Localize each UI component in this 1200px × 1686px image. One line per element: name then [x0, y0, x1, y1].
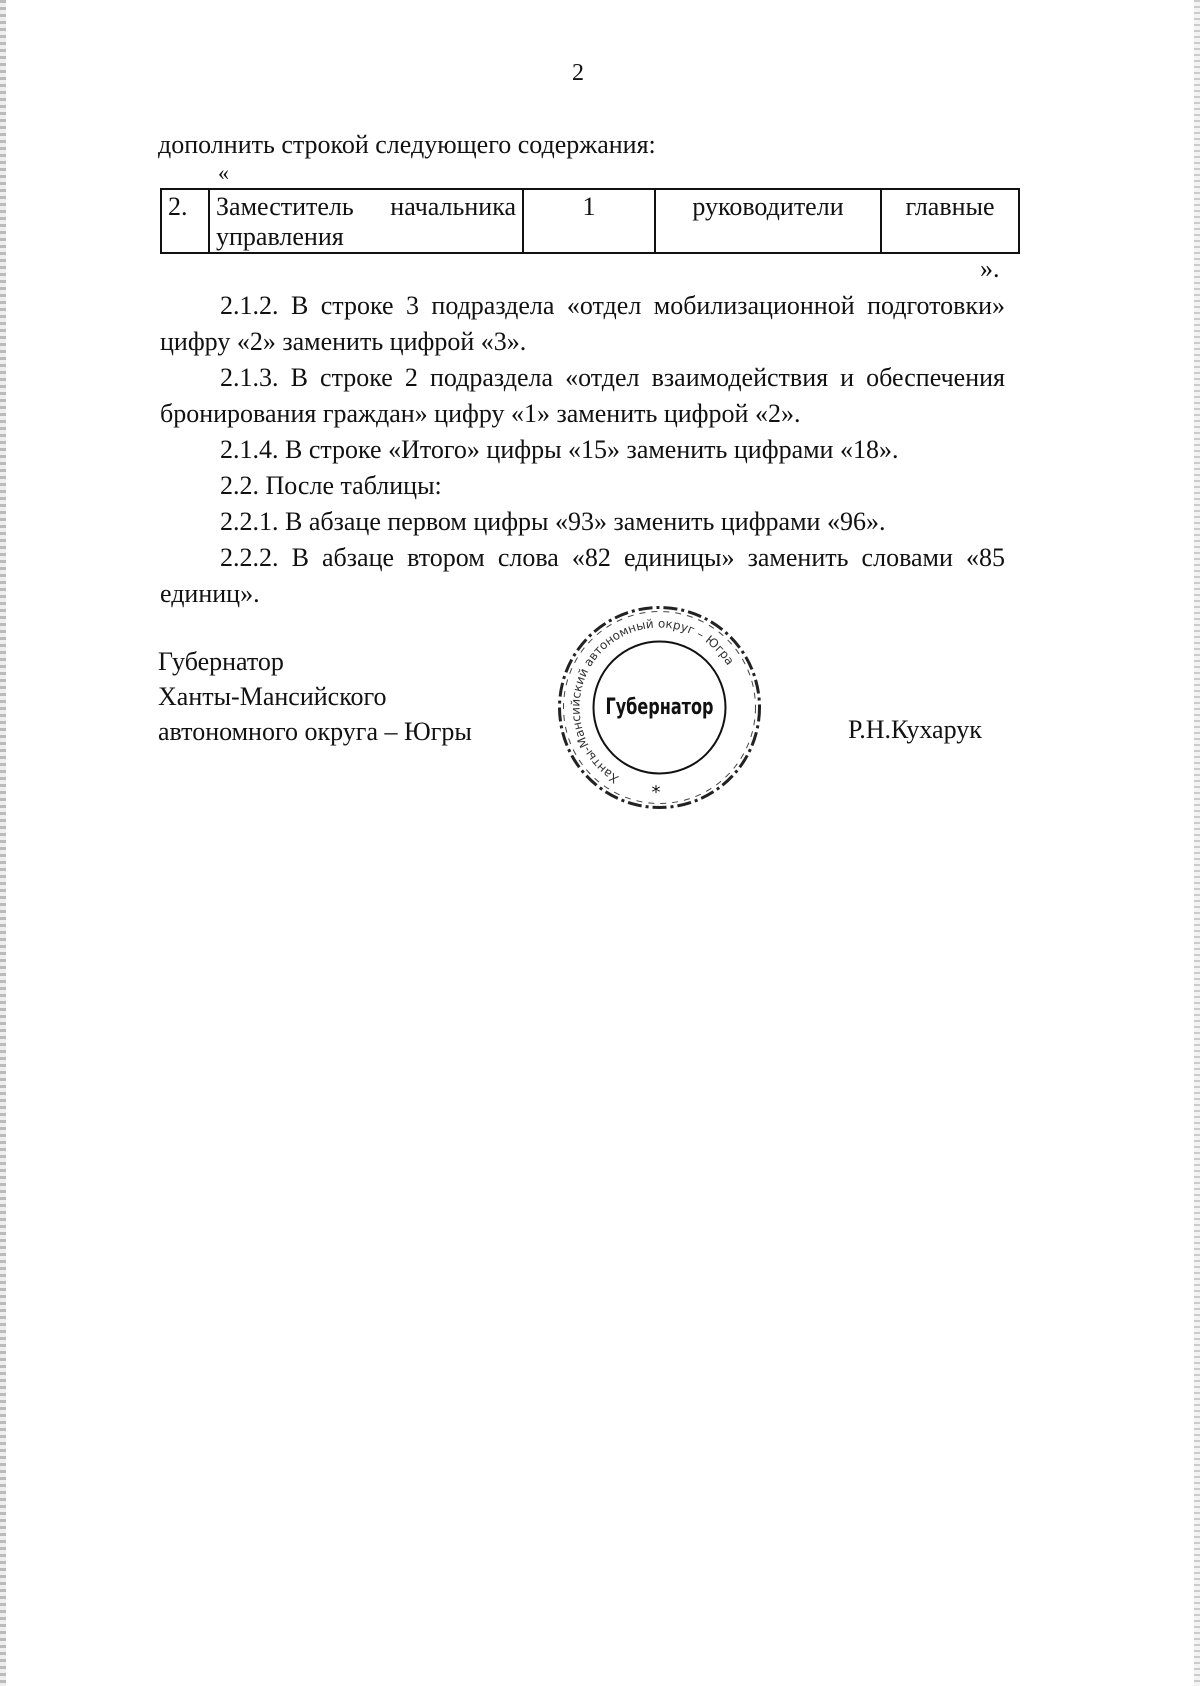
- stamp-star: *: [651, 782, 661, 803]
- scan-edge-right: [1194, 0, 1200, 1686]
- cell-group: главные: [881, 189, 1019, 253]
- cell-category: руководители: [655, 189, 881, 253]
- inserted-row-table: [160, 188, 1020, 254]
- stamp-ring-text: Ханты-Мансийский автономный округ – Югра: [568, 616, 737, 787]
- quote-open: «: [218, 160, 229, 185]
- cell-position-line1: Заместитель начальника: [216, 192, 516, 221]
- scan-edge-left: [0, 0, 6, 1686]
- position-line: автономного округа – Югры: [158, 717, 472, 746]
- cell-position-line2: управления: [216, 222, 344, 251]
- cell-count: 1: [523, 189, 655, 253]
- paragraph-2-2: 2.2. После таблицы:: [220, 471, 442, 500]
- stamp-center-text: Губернатор: [605, 695, 714, 720]
- paragraph-2-2-1: 2.2.1. В абзаце первом цифры «93» заменить цифрами «96».: [220, 507, 886, 536]
- intro-text: дополнить строкой следующего содержания:: [158, 130, 656, 159]
- page-number: 2: [572, 60, 584, 86]
- official-stamp: [552, 600, 767, 815]
- position-line: Губернатор: [158, 647, 284, 676]
- paragraph-2-1-3: 2.1.3. В строке 2 подраздела «отдел взаимодействия и обеспечения бронирования граждан» цифру «1» заменить цифрой «2».: [160, 363, 1005, 428]
- cell-position: [209, 189, 523, 253]
- position-line: Ханты-Мансийского: [158, 682, 387, 711]
- quote-close: ».: [980, 254, 1000, 283]
- paragraph-2-1-4: 2.1.4. В строке «Итого» цифры «15» заменить цифрами «18».: [220, 435, 899, 464]
- paragraph-2-1-2: 2.1.2. В строке 3 подраздела «отдел мобилизационной подготовки» цифру «2» заменить цифрой «3».: [160, 291, 1005, 356]
- signer-name: Р.Н.Кухарук: [848, 715, 982, 744]
- table-row: [161, 189, 1019, 253]
- paragraph-2-2-2: 2.2.2. В абзаце втором слова «82 единицы» заменить словами «85 единиц».: [160, 543, 1005, 608]
- signature-position: [158, 644, 472, 749]
- cell-number: 2.: [161, 189, 209, 253]
